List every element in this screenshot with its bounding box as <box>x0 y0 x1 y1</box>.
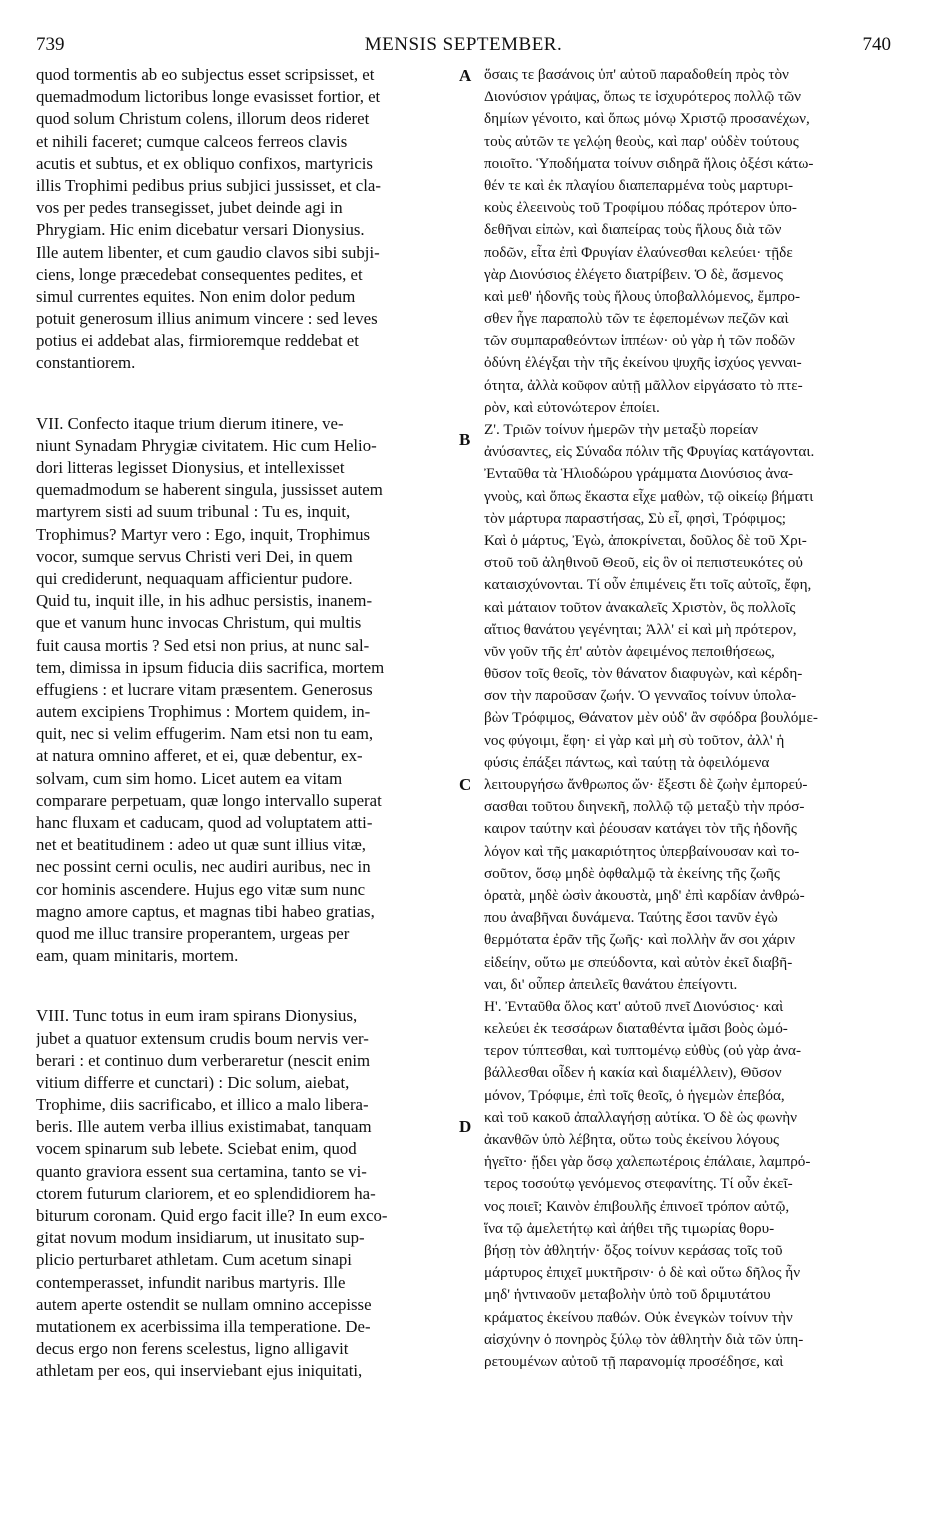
text-line: τερος τοσούτῳ γενόμενος στεφανίτης. Τί οὖν ἐκεῖ- <box>484 1175 793 1193</box>
text-line: VIII. Tunc totus in eum iram spirans Dionysius, <box>36 1006 358 1026</box>
text-line: ρετουμένων αὐτοῦ τῇ παρανομίᾳ προσέδησε, καὶ <box>484 1352 784 1370</box>
text-line: net et beatitudinem : adeo ut quæ sunt illius vitæ, <box>36 835 366 855</box>
text-line: ναι, δι' οὗπερ ἀπειλεῖς θανάτου ἐπείγοντι. <box>484 975 738 993</box>
text-line: μάρτυρος ἐπιχεῖ μυκτῆρσιν· ὁ δὲ καὶ οὕτω δῆλος ἦν <box>484 1264 801 1282</box>
text-line: VII. Confecto itaque trium dierum itinere, ve- <box>36 413 344 433</box>
text-line: κελεύει ἐκ τεσσάρων διαταθέντα ἱμᾶσι βοὸς ὠμό- <box>484 1020 788 1038</box>
text-line: αἰσχύνην ὁ πονηρὸς ξύλῳ τὸν ἀθλητὴν διὰ τῶν ὑπη- <box>484 1330 804 1348</box>
text-line: ἵνα τῷ ἀμελετήτῳ καὶ ἀήθει τῆς τιμωρίας θορυ- <box>484 1219 775 1237</box>
text-line: ποδῶν, εἶτα ἐπὶ Φρυγίαν ἐλαύνεσθαι κελεύει· τῇδε <box>484 243 793 261</box>
text-line: τῶν συμπαραθεόντων ἱππέων· οὐ γὰρ ἡ τῶν ποδῶν <box>484 332 795 350</box>
paragraph-gap <box>36 967 450 1005</box>
text-line: καὶ τοῦ κακοῦ ἀπαλλαγήσῃ αὐτίκα. Ὁ δὲ ὡς φωνὴν <box>484 1108 798 1126</box>
text-line: eam, quam minitaris, mortem. <box>36 946 239 966</box>
paragraph-gap <box>36 375 450 413</box>
text-line: καιρον ταύτην καὶ ῥέουσαν κατάγει τὸν τῆς ἡδονῆς <box>484 820 797 838</box>
text-line: quemadmodum lictoribus longe evasisset fortior, et <box>36 87 381 107</box>
text-line: καὶ μάταιον τοῦτον ἀνακαλεῖς Χριστὸν, ὃς πολλοῖς <box>484 598 796 616</box>
text-line: beris. Ille autem verba illius existimabat, tanquam <box>36 1117 372 1137</box>
text-line: potius ei addebat alas, firmioremque reddebat et <box>36 331 359 351</box>
text-line: comparare perpetuam, quæ longo intervallo superat <box>36 790 382 810</box>
left-page-number: 739 <box>36 34 65 55</box>
text-line: νῦν γοῦν τῆς ἐπ' αὐτὸν ἀφειμένος πεποιθήσεως, <box>484 642 775 660</box>
right-page-number: 740 <box>862 34 891 55</box>
text-line: κράματος ἐκείνου παθών. Οὐκ ἐνεγκὼν τοίνυν τὴν <box>484 1308 793 1326</box>
text-line: que et vanum hunc invocas Christum, qui multis <box>36 613 362 633</box>
text-line: αἴτιος θανάτου γεγένηται; Ἀλλ' εἰ καὶ μὴ πρότερον, <box>484 620 797 638</box>
text-line: ὅσαις τε βασάνοις ὑπ' αὐτοῦ παραδοθείη πρὸς τὸν <box>484 66 789 83</box>
text-line: δημίων γένοιτο, καὶ ὅπως μόνῳ Χριστῷ προσανέχων, <box>484 110 810 128</box>
text-line: quit, nec si velim effugerim. Nam etsi non tu eam, <box>36 724 374 744</box>
text-line: Ζ'. Τριῶν τοίνυν ἡμερῶν τὴν μεταξὺ πορείαν <box>484 421 758 438</box>
text-line: γνοὺς, καὶ ὅπως ἕκαστα εἶχε μαθὼν, τῷ οἰκείῳ βήματι <box>484 487 814 505</box>
text-line: ρὸν, καὶ εὐτονώτερον ἐποίει. <box>484 398 660 416</box>
margin-letter-d: D <box>459 1117 472 1136</box>
text-line: dori litteras legisset Dionysius, et intellexisset <box>36 458 345 477</box>
text-line: at natura omnino afferet, et ei, quæ debentur, ex- <box>36 746 363 766</box>
text-line: κοὺς ἐλεεινοὺς τοῦ Τροφίμου πόδας πρότερον ὑπο- <box>484 199 797 217</box>
text-line: θέν τε καὶ ἐκ πλαγίου διαπεπαρμένα τοὺς μαρτυρι- <box>484 176 794 194</box>
text-line: μηδ' ἡντιναοῦν μεταβολὴν ὑπὸ τοῦ δριμυτάτου <box>484 1286 771 1304</box>
text-line: athletam per eos, qui inserviebant ejus iniquitati, <box>36 1361 363 1381</box>
text-line: ὀδύνη ἐλέγξαι τὴν τῆς ἐκείνου ψυχῆς ἰσχύος γενναι- <box>484 354 802 372</box>
text-line: hanc fluxam et caducam, quod ad voluptatem atti- <box>36 813 373 832</box>
text-line: magno amore captus, et magnas tibi habeo gratias, <box>36 901 375 921</box>
running-title: MENSIS SEPTEMBER. <box>364 34 563 55</box>
text-line: τοὺς αὐτῶν τε γελῴη θεοὺς, καὶ παρ' οὐδὲν τούτους <box>484 132 799 150</box>
text-line: λόγον καὶ τῆς μακαριότητος ὑπερβαίνουσαν καὶ το- <box>484 842 800 860</box>
text-line: fuit causa mortis ? Sed etsi non prius, at nunc sal- <box>36 635 370 655</box>
text-line: τὸν μάρτυρα παραστήσας, Σὺ εἶ, φησὶ, Τρόφιμος; <box>484 509 786 527</box>
text-line: ciens, longe præcedebat consequentes pedites, et <box>36 264 363 284</box>
text-line: μόνον, Τρόφιμε, ἐπὶ τοῖς θεοῖς, ὁ ἡγεμὼν ἐπεβόα, <box>484 1086 785 1104</box>
text-line: βάλλεσθαι οἶδεν ἡ κακία καὶ διαμέλλειν), Θῦσον <box>484 1064 782 1082</box>
text-line: decus ergo non ferens scelestus, ligno alligavit <box>36 1339 349 1359</box>
text-line: Διονύσιον γράψας, ὅπως τε ἰσχυρότερος πολλῷ τῶν <box>484 88 801 106</box>
text-line: νος ποιεῖ; Καινὸν ἐπιβουλῆς ἐπινοεῖ τρόπον αὐτῷ, <box>484 1197 790 1215</box>
text-line: vocem spinarum sub lebete. Sciebat enim, quod <box>36 1139 357 1159</box>
text-line: ὁρατὰ, μηδὲ ὠσὶν ἀκουστὰ, μηδ' ἐπὶ καρδίαν ἀνθρώ- <box>484 886 805 904</box>
text-line: mutationem ex acerbissima illa temperatione. De- <box>36 1316 371 1336</box>
text-line: θερμότατα ἐρᾶν τῆς ζωῆς· καὶ πολλὴν ἄν σοι χάριν <box>484 931 796 949</box>
text-line: καὶ μεθ' ἡδονῆς τοὺς ἥλους ὑποβαλλόμενος, ἔμπρο- <box>484 287 801 305</box>
text-line: martyrem sisti ad suum tribunal : Tu es, inquit, <box>36 502 351 522</box>
text-line: berari : et continuo dum verberaretur (nescit enim <box>36 1050 371 1070</box>
text-line: που ἀναβῆναι δυνάμενα. Ταύτης ἔσοι τανῦν ἐγὼ <box>484 909 778 927</box>
text-line: βὼν Τρόφιμος, Θάνατον μὲν οὐδ' ἂν σφόδρα βουλόμε- <box>484 709 818 727</box>
text-line: quanto graviora essent sua certamina, tanto se vi- <box>36 1161 367 1181</box>
text-line: simul currentes equites. Non enim dolor pedum <box>36 286 356 306</box>
text-line: quemadmodum se haberent singula, jussisset autem <box>36 480 383 500</box>
text-line: Quid tu, inquit ille, in his adhuc persistis, inanem- <box>36 591 373 611</box>
text-line: et nihili faceret; cumque calceos ferreos clavis <box>36 131 348 151</box>
text-line: νος φύγοιμι, ἔφη· εἰ γὰρ καὶ μὴ σὺ τοῦτον, ἀλλ' ἡ <box>484 731 785 749</box>
text-line: illis Trophimi pedibus prius subjici jussisset, et cla- <box>36 175 381 195</box>
text-line: στοῦ τοῦ ἀληθινοῦ Θεοῦ, εἰς ὃν οἱ πεπιστευκότες οὐ <box>484 554 803 572</box>
text-line: nec possint cerni oculis, nec audiri auribus, nec in <box>36 857 371 877</box>
text-line: ἡγεῖτο· ᾔδει γὰρ ὅσῳ χαλεπωτέροις ἐπάλαιε, λαμπρό- <box>484 1153 811 1171</box>
greek-text <box>484 64 892 1373</box>
margin-letter-c: C <box>459 775 472 794</box>
margin-letter-b: B <box>459 430 471 449</box>
latin-paragraph-7 <box>36 413 450 968</box>
text-line: plicio perturbaret athletam. Cum acetum sinapi <box>36 1250 352 1270</box>
text-line: vocor, sumque servus Christi veri Dei, in quem <box>36 546 353 566</box>
greek-column <box>484 64 892 1373</box>
text-line: ποιοῖτο. Ὑποδήματα τοίνυν σιδηρᾶ ἥλοις ὀξέσι κάτω- <box>484 154 814 172</box>
text-line: gitat novum modum insidiarum, ut inusitato sup- <box>36 1228 365 1248</box>
text-line: Η'. Ἐνταῦθα ὅλος κατ' αὐτοῦ πνεῖ Διονύσιος· καὶ <box>484 997 784 1015</box>
text-line: ότητα, ἀλλὰ κοῦφον αὐτῇ μᾶλλον εἰργάσατο τὸ πτε- <box>484 376 803 394</box>
text-line: Trophimus? Martyr vero : Ego, inquit, Trophimus <box>36 524 371 544</box>
text-line: Ille autem libenter, et cum gaudio clavos sibi subji- <box>36 242 380 262</box>
text-line: effugiens : et lucrare vitam præsentem. Generosus <box>36 679 373 699</box>
text-line: Καὶ ὁ μάρτυς, Ἐγὼ, ἀποκρίνεται, δοῦλος δὲ τοῦ Χρι- <box>484 531 807 549</box>
text-line: λειτουργήσω ἄνθρωπος ὤν· ἔξεστι δὲ ζωὴν ἐμπορεύ- <box>484 776 808 793</box>
text-line: σοῦτον, ὅσῳ μηδὲ ὀφθαλμῷ τὰ ἐκείνης τῆς ζωῆς <box>484 864 780 882</box>
text-line: Trophime, diis sacrificabo, et illico a malo libera- <box>36 1095 369 1115</box>
latin-column <box>36 64 450 1383</box>
text-line: βήσῃ τὸν ἀθλητήν· ὄξος τοίνυν κεράσας τοῖς τοῦ <box>484 1241 783 1259</box>
text-line: biturum coronam. Quid ergo facit ille? In eum exco- <box>36 1206 388 1225</box>
text-line: φύσις ἐπάξει πάντως, καὶ ταύτῃ τὰ ὀφειλόμενα <box>484 753 770 771</box>
text-line: vitium differre et cunctari) : Dic solum, aiebat, <box>36 1072 350 1092</box>
text-line: solvam, cum sim homo. Licet autem ea vitam <box>36 768 343 788</box>
text-line: jubet a quatuor extensum crudis boum nervis ver- <box>36 1028 369 1048</box>
text-line: σασθαι τοῦτου διηνεκῆ, πολλῷ τῷ μεταξὺ τὴν πρόσ- <box>484 798 805 816</box>
margin-letter-a: A <box>459 66 472 85</box>
text-line: quod me illuc transire properantem, urgeas per <box>36 923 350 943</box>
latin-paragraph-1 <box>36 64 450 375</box>
text-line: quod solum Christum colens, illorum deos rideret <box>36 109 370 129</box>
text-line: ἀκανθῶν ὑπὸ λέβητα, οὕτω τοὺς ἐκείνου λόγους <box>484 1131 779 1148</box>
text-line: cor hominis ascendere. Hujus ego vitæ sum nunc <box>36 879 366 899</box>
text-line: τερον τύπτεσθαι, καὶ τυπτομένῳ εὐθὺς (οὐ γὰρ ἀνα- <box>484 1042 802 1060</box>
text-line: autem aperte ostendit se nullam omnino accepisse <box>36 1294 372 1314</box>
text-line: σον τὴν παροῦσαν ζωήν. Ὁ γενναῖος τοίνυν ὑπολα- <box>484 687 797 705</box>
text-line: constantiorem. <box>36 353 136 373</box>
text-line: γὰρ Διονύσιος ἐλέγετο διατρίβειν. Ὁ δὲ, ἄσμενος <box>484 265 783 283</box>
text-line: acutis et subtus, et ex obliquo confixos, martyricis <box>36 153 373 173</box>
text-line: ἀνύσαντες, εἰς Σύναδα πόλιν τῆς Φρυγίας κατάγονται. <box>484 443 815 461</box>
text-line: autem excipiens Trophimus : Mortem quidem, in- <box>36 702 371 722</box>
text-line: σθεν ἦγε παραπολὺ τῶν τε ἑφεπομένων πεζῶν καὶ <box>484 310 789 328</box>
text-line: tem, dimissa in ipsum fiducia diis sacrifica, mortem <box>36 657 385 677</box>
text-line: εἰδείην, οὕτω με σπεύδοντα, καὶ αὐτὸν ἐκεῖ διαβῆ- <box>484 953 793 971</box>
text-line: καταισχύνονται. Τί οὖν ἐπιμένεις ἔτι τοῖς αὐτοῖς, ἔφη, <box>484 576 812 594</box>
text-line: vos per pedes transegisset, jubet deinde agi in <box>36 198 343 218</box>
text-line: θῦσον τοῖς θεοῖς, τὸν θάνατον διαφυγὼν, καὶ κέρδη- <box>484 665 803 683</box>
text-line: Phrygiam. Hic enim dicebatur versari Dionysius. <box>36 220 365 240</box>
text-line: ctorem futurum clariorem, et eo splendidiorem ha- <box>36 1183 376 1203</box>
text-line: niunt Synadam Phrygiæ civitatem. Hic cum Helio- <box>36 435 377 455</box>
text-line: Ἐνταῦθα τὰ Ἡλιοδώρου γράμματα Διονύσιος ἀνα- <box>484 465 794 483</box>
text-line: potuit generosum illius animum vincere : sed leves <box>36 309 378 329</box>
text-line: quod tormentis ab eo subjectus esset scripsisset, et <box>36 65 375 84</box>
latin-paragraph-8 <box>36 1005 450 1382</box>
text-line: δεθῆναι εἰπὼν, καὶ διαπείρας τοὺς ἥλους διὰ τῶν <box>484 221 782 239</box>
text-line: contemperasset, infundit naribus martyris. Ille <box>36 1272 346 1292</box>
text-line: qui crediderunt, nequaquam afficientur pudore. <box>36 568 353 588</box>
